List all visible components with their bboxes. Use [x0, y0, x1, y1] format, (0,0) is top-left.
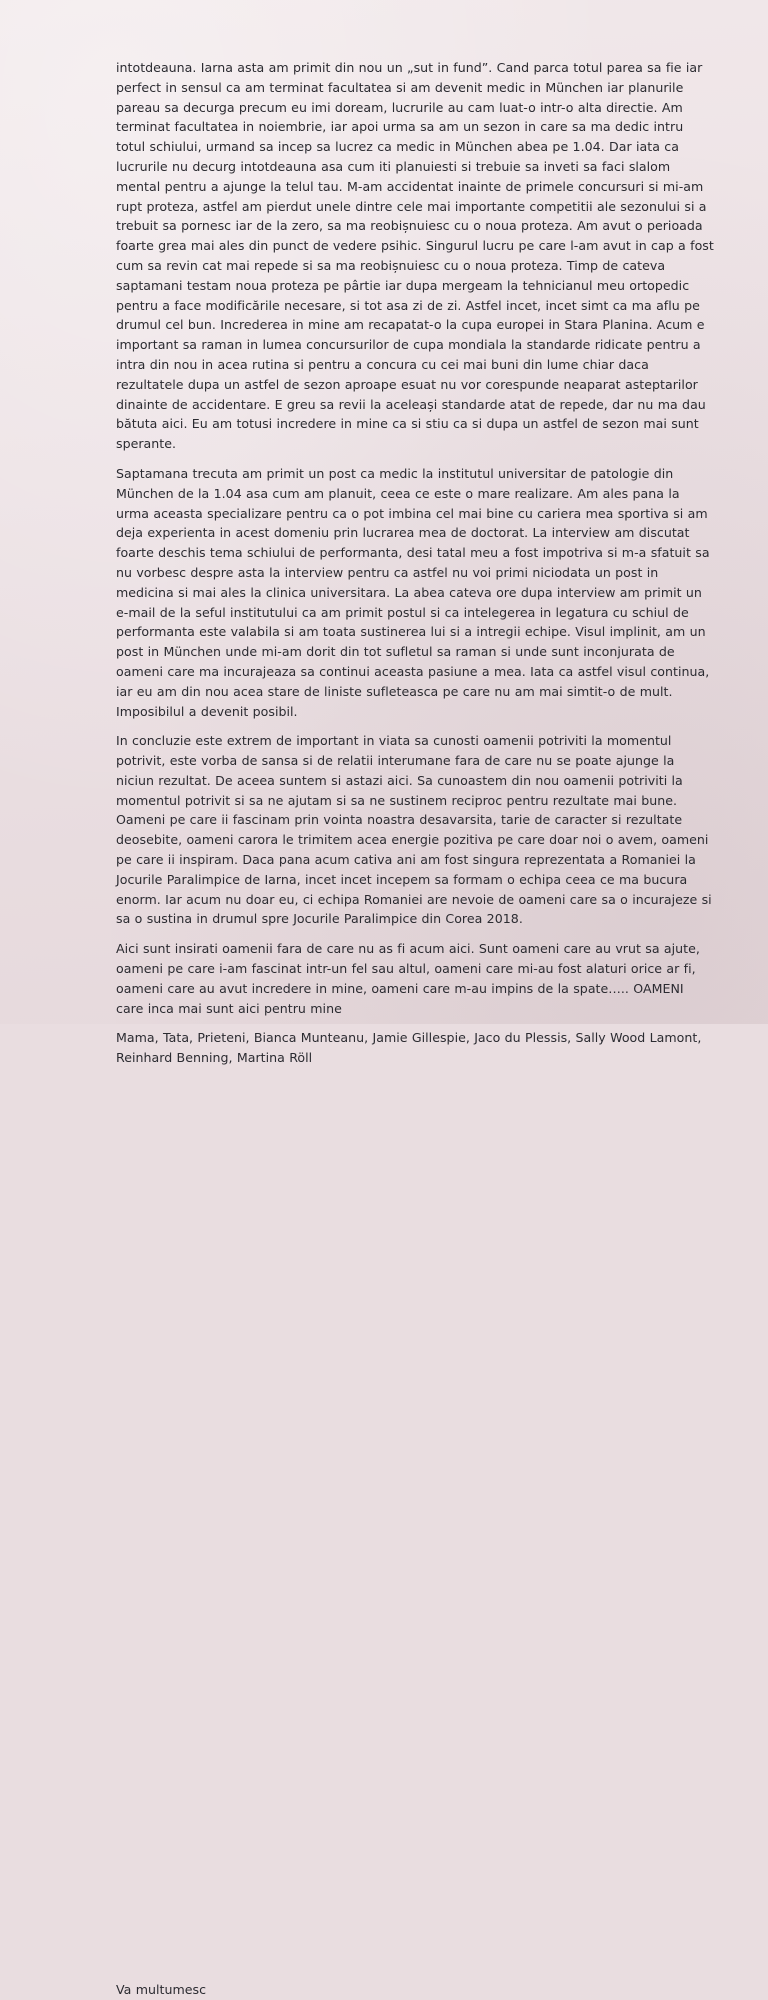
names-list: Mama, Tata, Prieteni, Bianca Munteanu, Jamie Gillespie, Jaco du Plessis, Sally Wood Lamont, Reinhard Benning, Martina Röll	[116, 1030, 702, 1066]
letter-body	[116, 58, 714, 1998]
paragraph-conclusion: In concluzie este extrem de important in viata sa cunosti oamenii potriviti la momentul potrivit, este vorba de sansa si de relatii interumane fara de care nu se poate ajunge la niciun rezultat. De aceea suntem si astazi aici. Sa cunoastem din nou oamenii potriviti la momentul potrivit si sa ne ajutam si sa ne sustinem reciproc pentru rezultate mai bune. Oameni pe care ii fascinam prin vointa noastra desavarsita, tarie de caracter si rezultate deosebite, oameni carora le trimitem acea energie pozitiva pe care doar noi o avem, oameni pe care ii inspiram. Daca pana acum cativa ani am fost singura reprezentata a Romaniei la Jocurile Paralimpice de Iarna, incet incet incepem sa formam o echipa ceea ce ma bucura enorm. Iar acum nu doar eu, ci echipa Romaniei are nevoie de oameni care sa o incurajeze si sa o sustina in drumul spre Jocurile Paralimpice din Corea 2018.	[116, 733, 712, 927]
paragraph-recovery: intotdeauna. Iarna asta am primit din nou un „sut in fund”. Cand parca totul parea sa fie iar perfect in sensul ca am terminat facultatea si am devenit medic in München iar planurile pareau sa decurga precum eu imi doream, lucrurile au cam luat-o intr-o alta directie. Am terminat facultatea in noiembrie, iar apoi urma sa am un sezon in care sa ma dedic intru totul schiului, urmand sa incep sa lucrez ca medic in München abea pe 1.04. Dar iata ca lucrurile nu decurg intotdeauna asa cum iti planuiesti si trebuie sa inveti sa faci slalom mental pentru a ajunge la telul tau. M-am accidentat inainte de primele concursuri si mi-am rupt proteza, astfel am pierdut unele dintre cele mai importante competitii ale sezonului si a trebuit sa pornesc iar de la zero, sa ma reobișnuiesc cu o noua proteza. Am avut o perioada foarte grea mai ales din punct de vedere psihic. Singurul lucru pe care l-am avut in cap a fost cum sa revin cat mai repede si sa ma reobișnuiesc cu o noua proteza. Timp de cateva saptamani testam noua proteza pe pârtie iar dupa mergeam la tehnicianul meu ortopedic pentru a face modificările necesare, si tot asa zi de zi. Astfel incet, incet simt ca ma aflu pe drumul cel bun. Increderea in mine am recapatat-o la cupa europei in Stara Planina. Acum e important sa raman in lumea concursurilor de cupa mondiala la standarde ridicate pentru a intra din nou in acea rutina si pentru a concura cu cei mai buni din lume chiar daca rezultatele dupa un astfel de sezon aproape esuat nu vor corespunde neaparat asteptarilor dinainte de accidentare. E greu sa revii la aceleași standarde atat de repede, dar nu ma dau bătuta aici. Eu am totusi incredere in mine ca si stiu ca si dupa un astfel de sezon mai sunt sperante.	[116, 60, 714, 452]
closing-line: Va multumesc	[116, 1982, 207, 1998]
paragraph-new-job: Saptamana trecuta am primit un post ca medic la institutul universitar de patologie din München de la 1.04 asa cum am planuit, ceea ce este o mare realizare. Am ales pana la urma aceasta specializare pentru ca o pot imbina cel mai bine cu cariera mea sportiva si am deja experienta in acest domeniu prin lucrarea mea de doctorat. La interview am discutat foarte deschis tema schiului de performanta, desi tatal meu a fost impotriva si m-a sfatuit sa nu vorbesc despre asta la interview pentru ca astfel nu voi primi niciodata un post in medicina si mai ales la clinica universitara. La abea cateva ore dupa interview am primit un e-mail de la seful institutului ca am primit postul si ca intelegerea in legatura cu schiul de performanta este valabila si am toata sustinerea lui si a intregii echipe. Visul implinit, am un post in München unde mi-am dorit din tot sufletul sa raman si unde sunt inconjurata de oameni care ma incurajeaza sa continui aceasta pasiune a mea. Iata ca astfel visul continua, iar eu am din nou acea stare de liniste sufleteasca pe care nu am mai simtit-o de mult. Imposibilul a devenit posibil.	[116, 465, 710, 719]
paragraph-thanks-intro: Aici sunt insirati oamenii fara de care nu as fi acum aici. Sunt oameni care au vrut sa ajute, oameni pe care i-am fascinat intr-un fel sau altul, oameni care mi-au fost alaturi orice ar fi, oameni care au avut incredere in mine, oameni care m-au impins de la spate….. OAMENI care inca mai sunt aici pentru mine	[116, 941, 700, 1016]
